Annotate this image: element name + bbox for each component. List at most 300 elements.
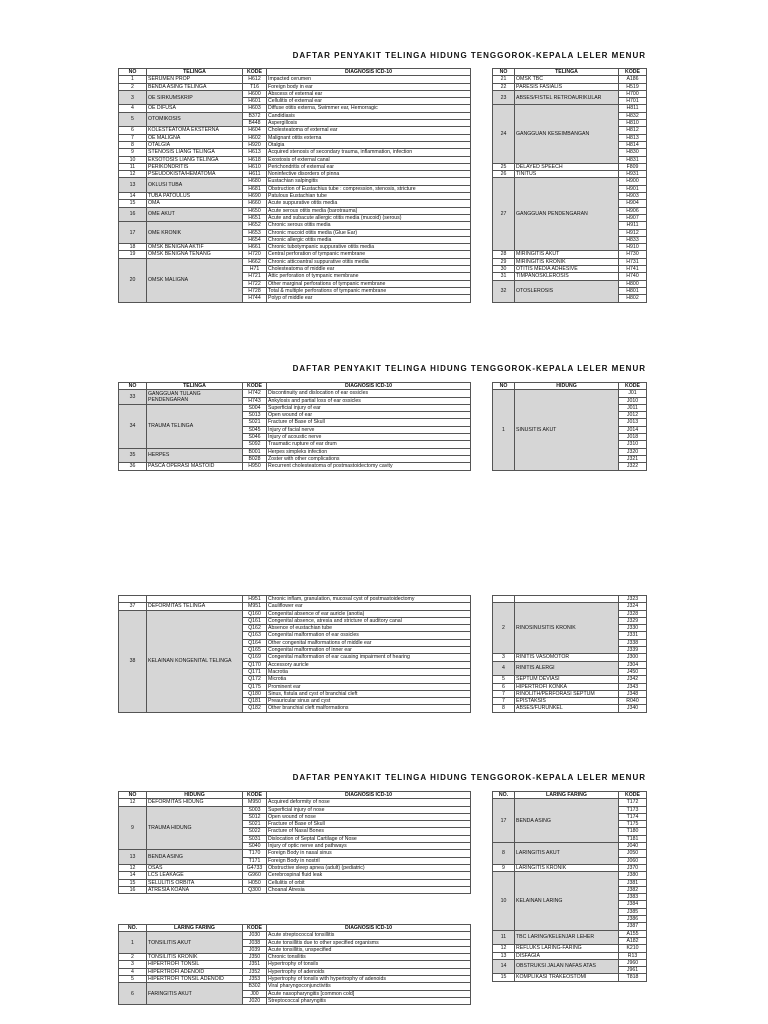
row-number: 9	[493, 864, 515, 871]
diagnosis-description: Aspergillosis	[267, 120, 471, 127]
icd-code: Q165	[243, 647, 267, 654]
telinga-table-right	[492, 68, 647, 303]
disease-name: HIPERTROFI ADENOID	[147, 968, 243, 975]
table-row	[493, 258, 647, 265]
icd-code: H690	[243, 193, 267, 200]
diagnosis-description: Other branchial cleft malformations	[267, 705, 471, 712]
row-number: 14	[119, 872, 147, 879]
icd-code: J304	[619, 661, 647, 668]
row-number: 24	[493, 105, 515, 163]
table-row	[119, 799, 471, 806]
icd-code: H603	[243, 105, 267, 112]
icd-code: H811	[619, 105, 647, 112]
disease-name: ABSES/FISTEL RETROAURIKULAR	[515, 90, 619, 105]
row-number: 15	[493, 974, 515, 981]
diagnosis-description: Noninfective disorders of pinna	[267, 171, 471, 178]
table-header-row	[493, 792, 647, 799]
row-number: 12	[119, 799, 147, 806]
icd-code: A155	[619, 930, 647, 937]
icd-code: K210	[619, 945, 647, 952]
icd-code: T172	[619, 799, 647, 806]
disease-name: TRAUMA TELINGA	[147, 404, 243, 448]
icd-code: H830	[619, 149, 647, 156]
table-row	[119, 178, 471, 185]
icd-code: H910	[619, 244, 647, 251]
icd-code: H831	[619, 156, 647, 163]
page-title: DAFTAR PENYAKIT TELINGA HIDUNG TENGGOROK-KEPALA LELER MENUR	[292, 773, 646, 782]
diagnosis-description: Acute serous otitis media (barotrauma)	[267, 207, 471, 214]
icd-code: H931	[619, 171, 647, 178]
icd-code: J310	[619, 441, 647, 448]
icd-code: H654	[243, 236, 267, 243]
table-row	[493, 654, 647, 661]
icd-code: J328	[619, 610, 647, 617]
row-number: 14	[493, 959, 515, 974]
column-header: NO	[119, 69, 147, 76]
table-row	[119, 954, 471, 961]
table-row	[493, 163, 647, 170]
icd-code: R040	[619, 698, 647, 705]
row-number: 13	[119, 850, 147, 865]
disease-name: LARINGITIS KRONIK	[515, 864, 619, 871]
page-title: DAFTAR PENYAKIT TELINGA HIDUNG TENGGOROK-KEPALA LELER MENUR	[292, 51, 646, 60]
column-header: TELINGA	[515, 69, 619, 76]
column-header: TELINGA	[147, 383, 243, 390]
icd-code: Q182	[243, 705, 267, 712]
laring-faring-table-right	[492, 791, 647, 982]
disease-name: BENDA ASING	[147, 850, 243, 865]
diagnosis-description: Malignant otitis externa	[267, 134, 471, 141]
diagnosis-description: Zoster with other complications	[267, 455, 471, 462]
row-number: 27	[493, 178, 515, 251]
diagnosis-description: Open wound of nose	[267, 813, 471, 820]
table-row	[119, 127, 471, 134]
icd-code: T173	[619, 806, 647, 813]
row-number: 36	[119, 463, 147, 470]
disease-name: TRAUMA HIDUNG	[147, 806, 243, 850]
row-number: 33	[119, 390, 147, 405]
diagnosis-description: Open wound of ear	[267, 412, 471, 419]
table-header-row	[493, 383, 647, 390]
row-number: 25	[493, 163, 515, 170]
hidung-table-right-2	[492, 595, 647, 713]
diagnosis-description: Foreign body in ear	[267, 83, 471, 90]
icd-code: J00	[243, 990, 267, 997]
icd-code: S046	[243, 434, 267, 441]
icd-code: M950	[243, 799, 267, 806]
disease-name: DISFAGIA	[515, 952, 619, 959]
diagnosis-description: Cholesteatoma of external ear	[267, 127, 471, 134]
table-row	[119, 112, 471, 119]
icd-code: T181	[619, 835, 647, 842]
icd-code: Q181	[243, 698, 267, 705]
icd-code: Q164	[243, 639, 267, 646]
icd-code: J352	[243, 968, 267, 975]
diagnosis-description: Chronic atticoantral suppurative otitis media	[267, 258, 471, 265]
row-number: 9	[119, 806, 147, 850]
row-number: 2	[119, 954, 147, 961]
disease-name: EKSOTOSIS LIANG TELINGA	[147, 156, 243, 163]
row-number: 32	[493, 280, 515, 302]
diagnosis-description: Injury of acoustic nerve	[267, 434, 471, 441]
table-row	[119, 141, 471, 148]
icd-code: S021	[243, 419, 267, 426]
icd-code: A186	[619, 76, 647, 83]
table-row	[493, 676, 647, 683]
page-1	[0, 40, 768, 370]
icd-code: J370	[619, 864, 647, 871]
icd-code: S045	[243, 426, 267, 433]
disease-name: OTITIS MEDIA ADHESIVE	[515, 266, 619, 273]
table-row	[119, 83, 471, 90]
table-row	[119, 171, 471, 178]
row-number: 7	[493, 690, 515, 697]
disease-name: OBSTRUKSI JALAN NAFAS ATAS	[515, 959, 619, 974]
icd-code: J331	[619, 632, 647, 639]
disease-name: TONSILITIS KRONIK	[147, 954, 243, 961]
table-row	[493, 83, 647, 90]
diagnosis-description: Obstruction of Eustachius tube : compression, stenosis, stricture	[267, 185, 471, 192]
row-number: 3	[119, 90, 147, 105]
icd-code: H950	[243, 463, 267, 470]
disease-name: PERIKONDRITIS	[147, 163, 243, 170]
icd-code: J351	[243, 961, 267, 968]
icd-code: H611	[243, 171, 267, 178]
disease-name: KOMPLIKASI TRAKEOSTOMI	[515, 974, 619, 981]
icd-code: Q170	[243, 661, 267, 668]
icd-code: H833	[619, 236, 647, 243]
disease-name: MIRINGITIS KRONIK	[515, 258, 619, 265]
table-row	[119, 603, 471, 610]
icd-code: H814	[619, 141, 647, 148]
diagnosis-description: Hypertrophy of tonsils	[267, 961, 471, 968]
diagnosis-description: Acquired stenosis of secondary trauma, inflammation, infection	[267, 149, 471, 156]
row-number: 7	[493, 698, 515, 705]
table-row	[493, 105, 647, 112]
icd-code: S022	[243, 828, 267, 835]
icd-code: J322	[619, 463, 647, 470]
diagnosis-description: Exostosis of external canal	[267, 156, 471, 163]
disease-name: OME KRONIK	[147, 222, 243, 244]
icd-code: B372	[243, 112, 267, 119]
disease-name: RINITIS VASOMOTOR	[515, 654, 619, 661]
icd-code: H903	[619, 193, 647, 200]
row-number: 8	[493, 705, 515, 712]
row-number: 16	[119, 886, 147, 893]
icd-code: H951	[243, 596, 267, 603]
column-header: NO	[119, 383, 147, 390]
icd-code: B028	[243, 455, 267, 462]
table-row	[119, 850, 471, 857]
icd-code: H651	[243, 214, 267, 221]
icd-code: H680	[243, 178, 267, 185]
diagnosis-description: Impacted cerumen	[267, 76, 471, 83]
disease-name: OE SIRKUMSKRIP	[147, 90, 243, 105]
table-row	[493, 76, 647, 83]
disease-name: OMSK BENIGNA AKTIF	[147, 244, 243, 251]
table-row	[493, 945, 647, 952]
icd-code: J353	[243, 976, 267, 983]
diagnosis-description: Preauricular sinus and cyst	[267, 698, 471, 705]
diagnosis-description: Chronic allergic otitis media	[267, 236, 471, 243]
icd-code: J040	[619, 843, 647, 850]
icd-code: Q180	[243, 690, 267, 697]
icd-code: H720	[243, 251, 267, 258]
disease-name: EPISTAKSIS	[515, 698, 619, 705]
diagnosis-description: Chronic mucoid otitis media (Glue Ear)	[267, 229, 471, 236]
disease-name: TINITUS	[515, 171, 619, 178]
icd-code: J339	[619, 647, 647, 654]
disease-name: RINOLITH/PERFORASI SEPTUM	[515, 690, 619, 697]
disease-name: OMSK BENIGNA TENANG	[147, 251, 243, 258]
table-row	[119, 806, 471, 813]
icd-code: S092	[243, 441, 267, 448]
table-row	[119, 864, 471, 871]
table-row	[493, 596, 647, 603]
row-number: 10	[119, 156, 147, 163]
icd-code: H653	[243, 229, 267, 236]
diagnosis-description: Acute suppurative otitis media	[267, 200, 471, 207]
row-number: 12	[119, 864, 147, 871]
disease-name	[147, 596, 243, 603]
diagnosis-description: Congenital malformation of inner ear	[267, 647, 471, 654]
disease-name: PASCA OPERASI MASTOID	[147, 463, 243, 470]
disease-name: HIPERTROFI TONSIL	[147, 961, 243, 968]
column-header: LARING FARING	[147, 925, 243, 932]
column-header: LARING FARING	[515, 792, 619, 799]
icd-code: H681	[243, 185, 267, 192]
telinga-table-left	[118, 68, 471, 303]
row-number: 7	[119, 134, 147, 141]
diagnosis-description: Candidiasis	[267, 112, 471, 119]
column-header: TELINGA	[147, 69, 243, 76]
icd-code: H700	[619, 90, 647, 97]
table-row	[119, 976, 471, 983]
diagnosis-description: Choanal Atresia	[267, 886, 471, 893]
row-number: 4	[493, 661, 515, 676]
table-row	[493, 952, 647, 959]
icd-code: H701	[619, 98, 647, 105]
row-number: 15	[119, 879, 147, 886]
icd-code: S040	[243, 843, 267, 850]
row-number: 1	[119, 76, 147, 83]
diagnosis-description: Central perforation of tympanic membrane	[267, 251, 471, 258]
table-row	[493, 959, 647, 966]
row-number: 17	[119, 222, 147, 244]
disease-name: OE MALIGNA	[147, 134, 243, 141]
diagnosis-description: Patulous Eustachian tube	[267, 193, 471, 200]
icd-code: Q175	[243, 683, 267, 690]
row-number: 22	[493, 83, 515, 90]
diagnosis-description: Absence of eustachian tube	[267, 625, 471, 632]
row-number: 12	[119, 171, 147, 178]
diagnosis-description: Herpes simpleks infection	[267, 448, 471, 455]
row-number: 14	[119, 193, 147, 200]
diagnosis-description: Eustachian salpingitis	[267, 178, 471, 185]
table-row	[119, 879, 471, 886]
icd-code: H920	[243, 141, 267, 148]
table-row	[493, 690, 647, 697]
table-header-row	[119, 383, 471, 390]
disease-name: TBC LARING/KELENJAR LEHER	[515, 930, 619, 945]
column-header: NO	[493, 383, 515, 390]
icd-code: H901	[619, 185, 647, 192]
row-number: 19	[119, 251, 147, 258]
icd-code: H911	[619, 222, 647, 229]
diagnosis-description: Diffuse otitis externa, Swimmer ear, Hemorragic	[267, 105, 471, 112]
icd-code: J386	[619, 916, 647, 923]
table-row	[493, 872, 647, 879]
column-header: NO	[493, 69, 515, 76]
disease-name: REFLUKS LARING-FARING	[515, 945, 619, 952]
diagnosis-description: Cerebrospinal fluid leak	[267, 872, 471, 879]
table-row	[119, 596, 471, 603]
icd-code: J323	[619, 596, 647, 603]
row-number: 5	[493, 676, 515, 683]
row-number: 20	[119, 258, 147, 302]
icd-code: J060	[619, 857, 647, 864]
diagnosis-description: Injury of optic nerve and pathways	[267, 843, 471, 850]
column-header: KODE	[243, 69, 267, 76]
table-row	[119, 932, 471, 939]
icd-code: J330	[619, 625, 647, 632]
diagnosis-description: Microtia	[267, 676, 471, 683]
table-row	[493, 974, 647, 981]
icd-code: H813	[619, 134, 647, 141]
diagnosis-description: Superficial injury of ear	[267, 404, 471, 411]
icd-code: J050	[619, 850, 647, 857]
row-number: 16	[119, 207, 147, 222]
icd-code: H721	[243, 273, 267, 280]
diagnosis-description: Sinus, fistula and cyst of branchial cleft	[267, 690, 471, 697]
icd-code: H612	[243, 76, 267, 83]
table-row	[493, 178, 647, 185]
table-row	[493, 251, 647, 258]
row-number: 13	[493, 952, 515, 959]
diagnosis-description: Perichondritis of external ear	[267, 163, 471, 170]
icd-code: J960	[619, 959, 647, 966]
diagnosis-description: Recurrent cholesteatoma of postmastoidectomy cavity	[267, 463, 471, 470]
row-number: 4	[119, 105, 147, 112]
icd-code: H912	[619, 229, 647, 236]
diagnosis-description: Foreign Body in nasal sinus	[267, 850, 471, 857]
table-row	[493, 864, 647, 871]
disease-name: OTALGIA	[147, 141, 243, 148]
icd-code: T174	[619, 813, 647, 820]
diagnosis-description: Traumatic rupture of ear drum	[267, 441, 471, 448]
icd-code: J030	[243, 932, 267, 939]
icd-code: J038	[243, 939, 267, 946]
disease-name: SINUSITIS AKUT	[515, 390, 619, 470]
row-number: 11	[493, 930, 515, 945]
diagnosis-description: Macrotia	[267, 668, 471, 675]
icd-code: J012	[619, 412, 647, 419]
row-number: 1	[493, 390, 515, 470]
disease-name: OTOMIKOSIS	[147, 112, 243, 127]
disease-name: ABSES/FURUNKEL	[515, 705, 619, 712]
icd-code: A182	[619, 937, 647, 944]
icd-code: H907	[619, 214, 647, 221]
icd-code: T180	[619, 828, 647, 835]
row-number: 8	[493, 843, 515, 865]
icd-code: H744	[243, 295, 267, 302]
icd-code: J384	[619, 901, 647, 908]
row-number: 28	[493, 251, 515, 258]
table-row	[493, 273, 647, 280]
disease-name: OSAS	[147, 864, 243, 871]
column-header: NO	[119, 792, 147, 799]
icd-code: J380	[619, 872, 647, 879]
icd-code: H740	[619, 273, 647, 280]
table-row	[493, 799, 647, 806]
icd-code: Q160	[243, 610, 267, 617]
diagnosis-description: Viral pharyngoconjunctivitis	[267, 983, 471, 990]
icd-code: H652	[243, 222, 267, 229]
icd-code: S021	[243, 821, 267, 828]
row-number: 1	[119, 932, 147, 954]
disease-name: BENDA ASING	[515, 799, 619, 843]
table-row	[119, 968, 471, 975]
icd-code: H800	[619, 280, 647, 287]
disease-name: GANGGUAN TULANG PENDENGARAN	[147, 390, 243, 405]
disease-name: KELAINAN KONGENITAL TELINGA	[147, 610, 243, 712]
column-header: DIAGNOSIS ICD-10	[267, 792, 471, 799]
table-row	[119, 872, 471, 879]
column-header: KODE	[619, 69, 647, 76]
icd-code: S003	[243, 806, 267, 813]
laring-faring-table-left	[118, 924, 471, 1005]
column-header: NO.	[119, 925, 147, 932]
row-number: 13	[119, 178, 147, 193]
diagnosis-description: Cellulitis of external ear	[267, 98, 471, 105]
row-number: 30	[493, 266, 515, 273]
disease-name: DEFORMITAS HIDUNG	[147, 799, 243, 806]
icd-code: H904	[619, 200, 647, 207]
table-row	[493, 683, 647, 690]
row-number: 3	[119, 961, 147, 968]
diagnosis-description: Fracture of Nasal Bones	[267, 828, 471, 835]
table-row	[119, 961, 471, 968]
table-row	[119, 163, 471, 170]
diagnosis-description: Cauliflower ear	[267, 603, 471, 610]
page-2-continued	[0, 595, 768, 745]
diagnosis-description: Fracture of Base of Skull	[267, 821, 471, 828]
page-2	[0, 362, 768, 492]
icd-code: T175	[619, 821, 647, 828]
table-row	[119, 244, 471, 251]
disease-name: SELULITIS ORBITA	[147, 879, 243, 886]
icd-code: J961	[619, 967, 647, 974]
icd-code: H801	[619, 287, 647, 294]
icd-code: H601	[243, 98, 267, 105]
disease-name: STENOSIS LIANG TELINGA	[147, 149, 243, 156]
icd-code: J014	[619, 426, 647, 433]
icd-code: J383	[619, 894, 647, 901]
icd-code: J321	[619, 455, 647, 462]
icd-code: J382	[619, 886, 647, 893]
table-row	[119, 134, 471, 141]
diagnosis-description: Acute nasopharyngitis [common cold]	[267, 990, 471, 997]
table-row	[119, 193, 471, 200]
hidung-table-right	[492, 382, 647, 471]
row-number: 3	[493, 654, 515, 661]
icd-code: Q163	[243, 632, 267, 639]
icd-code: H602	[243, 134, 267, 141]
icd-code: Q172	[243, 676, 267, 683]
disease-name: DEFORMITAS TELINGA	[147, 603, 243, 610]
icd-code: H743	[243, 397, 267, 404]
disease-name: HIPERTROFI KONKA	[515, 683, 619, 690]
